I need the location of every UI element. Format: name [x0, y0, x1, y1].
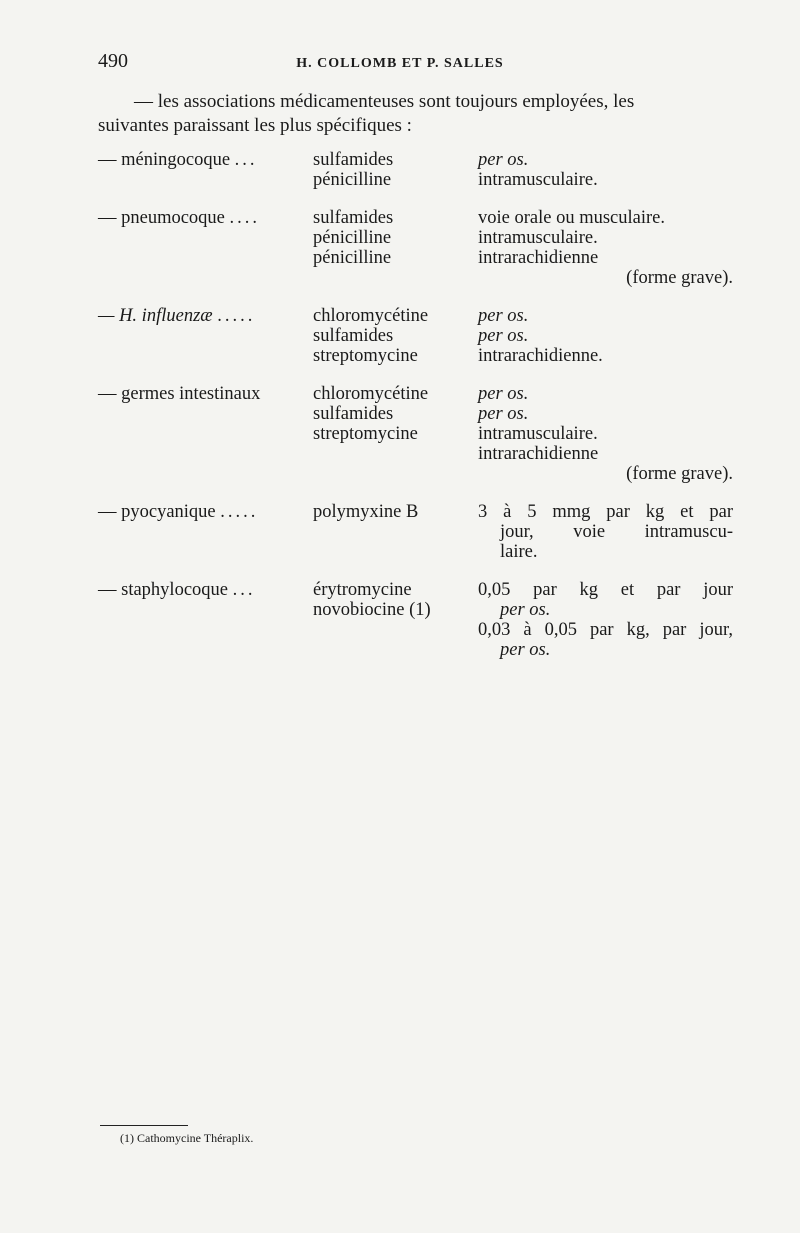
administration-cell: per os. intramusculaire.: [478, 150, 598, 190]
intro-line-1: — les associations médicamenteuses sont toujours employées, les: [134, 91, 635, 112]
administration-cell: per os. per os. intrarachidienne.: [478, 306, 603, 366]
drug-cell: chloromycétine sulfamides streptomycine: [313, 306, 429, 366]
table-row: [98, 502, 738, 562]
germ-cell: — pyocyanique .....: [98, 502, 259, 522]
germ-cell: — H. influenzæ .....: [98, 306, 256, 326]
drug-cell: polymyxine B: [313, 502, 419, 522]
administration-cell: 3 à 5 mmg par kg et par jour, voie intramuscu- laire.: [478, 502, 733, 562]
germ-cell: — staphylocoque ...: [98, 580, 256, 600]
germ-cell: — méningocoque ...: [98, 150, 258, 170]
treatment-table: [98, 150, 738, 678]
administration-cell: 0,05 par kg et par jour per os. 0,03 à 0,05 par kg, par jour, per os.: [478, 580, 733, 660]
page-header: [0, 50, 800, 80]
table-row: [98, 306, 738, 366]
drug-cell: érytromycine novobiocine (1): [313, 580, 431, 620]
drug-cell: sulfamides pénicilline pénicilline: [313, 208, 394, 268]
intro-line-2: suivantes paraissant les plus spécifiques :: [98, 115, 412, 136]
page-number: 490: [98, 50, 128, 72]
intro-paragraph: [98, 90, 728, 138]
germ-cell: — germes intestinaux: [98, 384, 261, 404]
drug-cell: chloromycétine sulfamides streptomycine: [313, 384, 429, 444]
table-row: [98, 384, 738, 484]
table-row: [98, 150, 738, 190]
footnote: (1) Cathomycine Théraplix.: [120, 1131, 254, 1145]
running-head: H. COLLOMB ET P. SALLES: [296, 56, 504, 71]
drug-cell: sulfamides pénicilline: [313, 150, 394, 190]
administration-cell: voie orale ou musculaire. intramusculaire. intrarachidienne (forme grave).: [478, 208, 733, 288]
administration-cell: per os. per os. intramusculaire. intrarachidienne (forme grave).: [478, 384, 733, 484]
germ-cell: — pneumocoque ....: [98, 208, 261, 228]
footnote-rule: [100, 1125, 188, 1126]
table-row: [98, 580, 738, 660]
table-row: [98, 208, 738, 288]
